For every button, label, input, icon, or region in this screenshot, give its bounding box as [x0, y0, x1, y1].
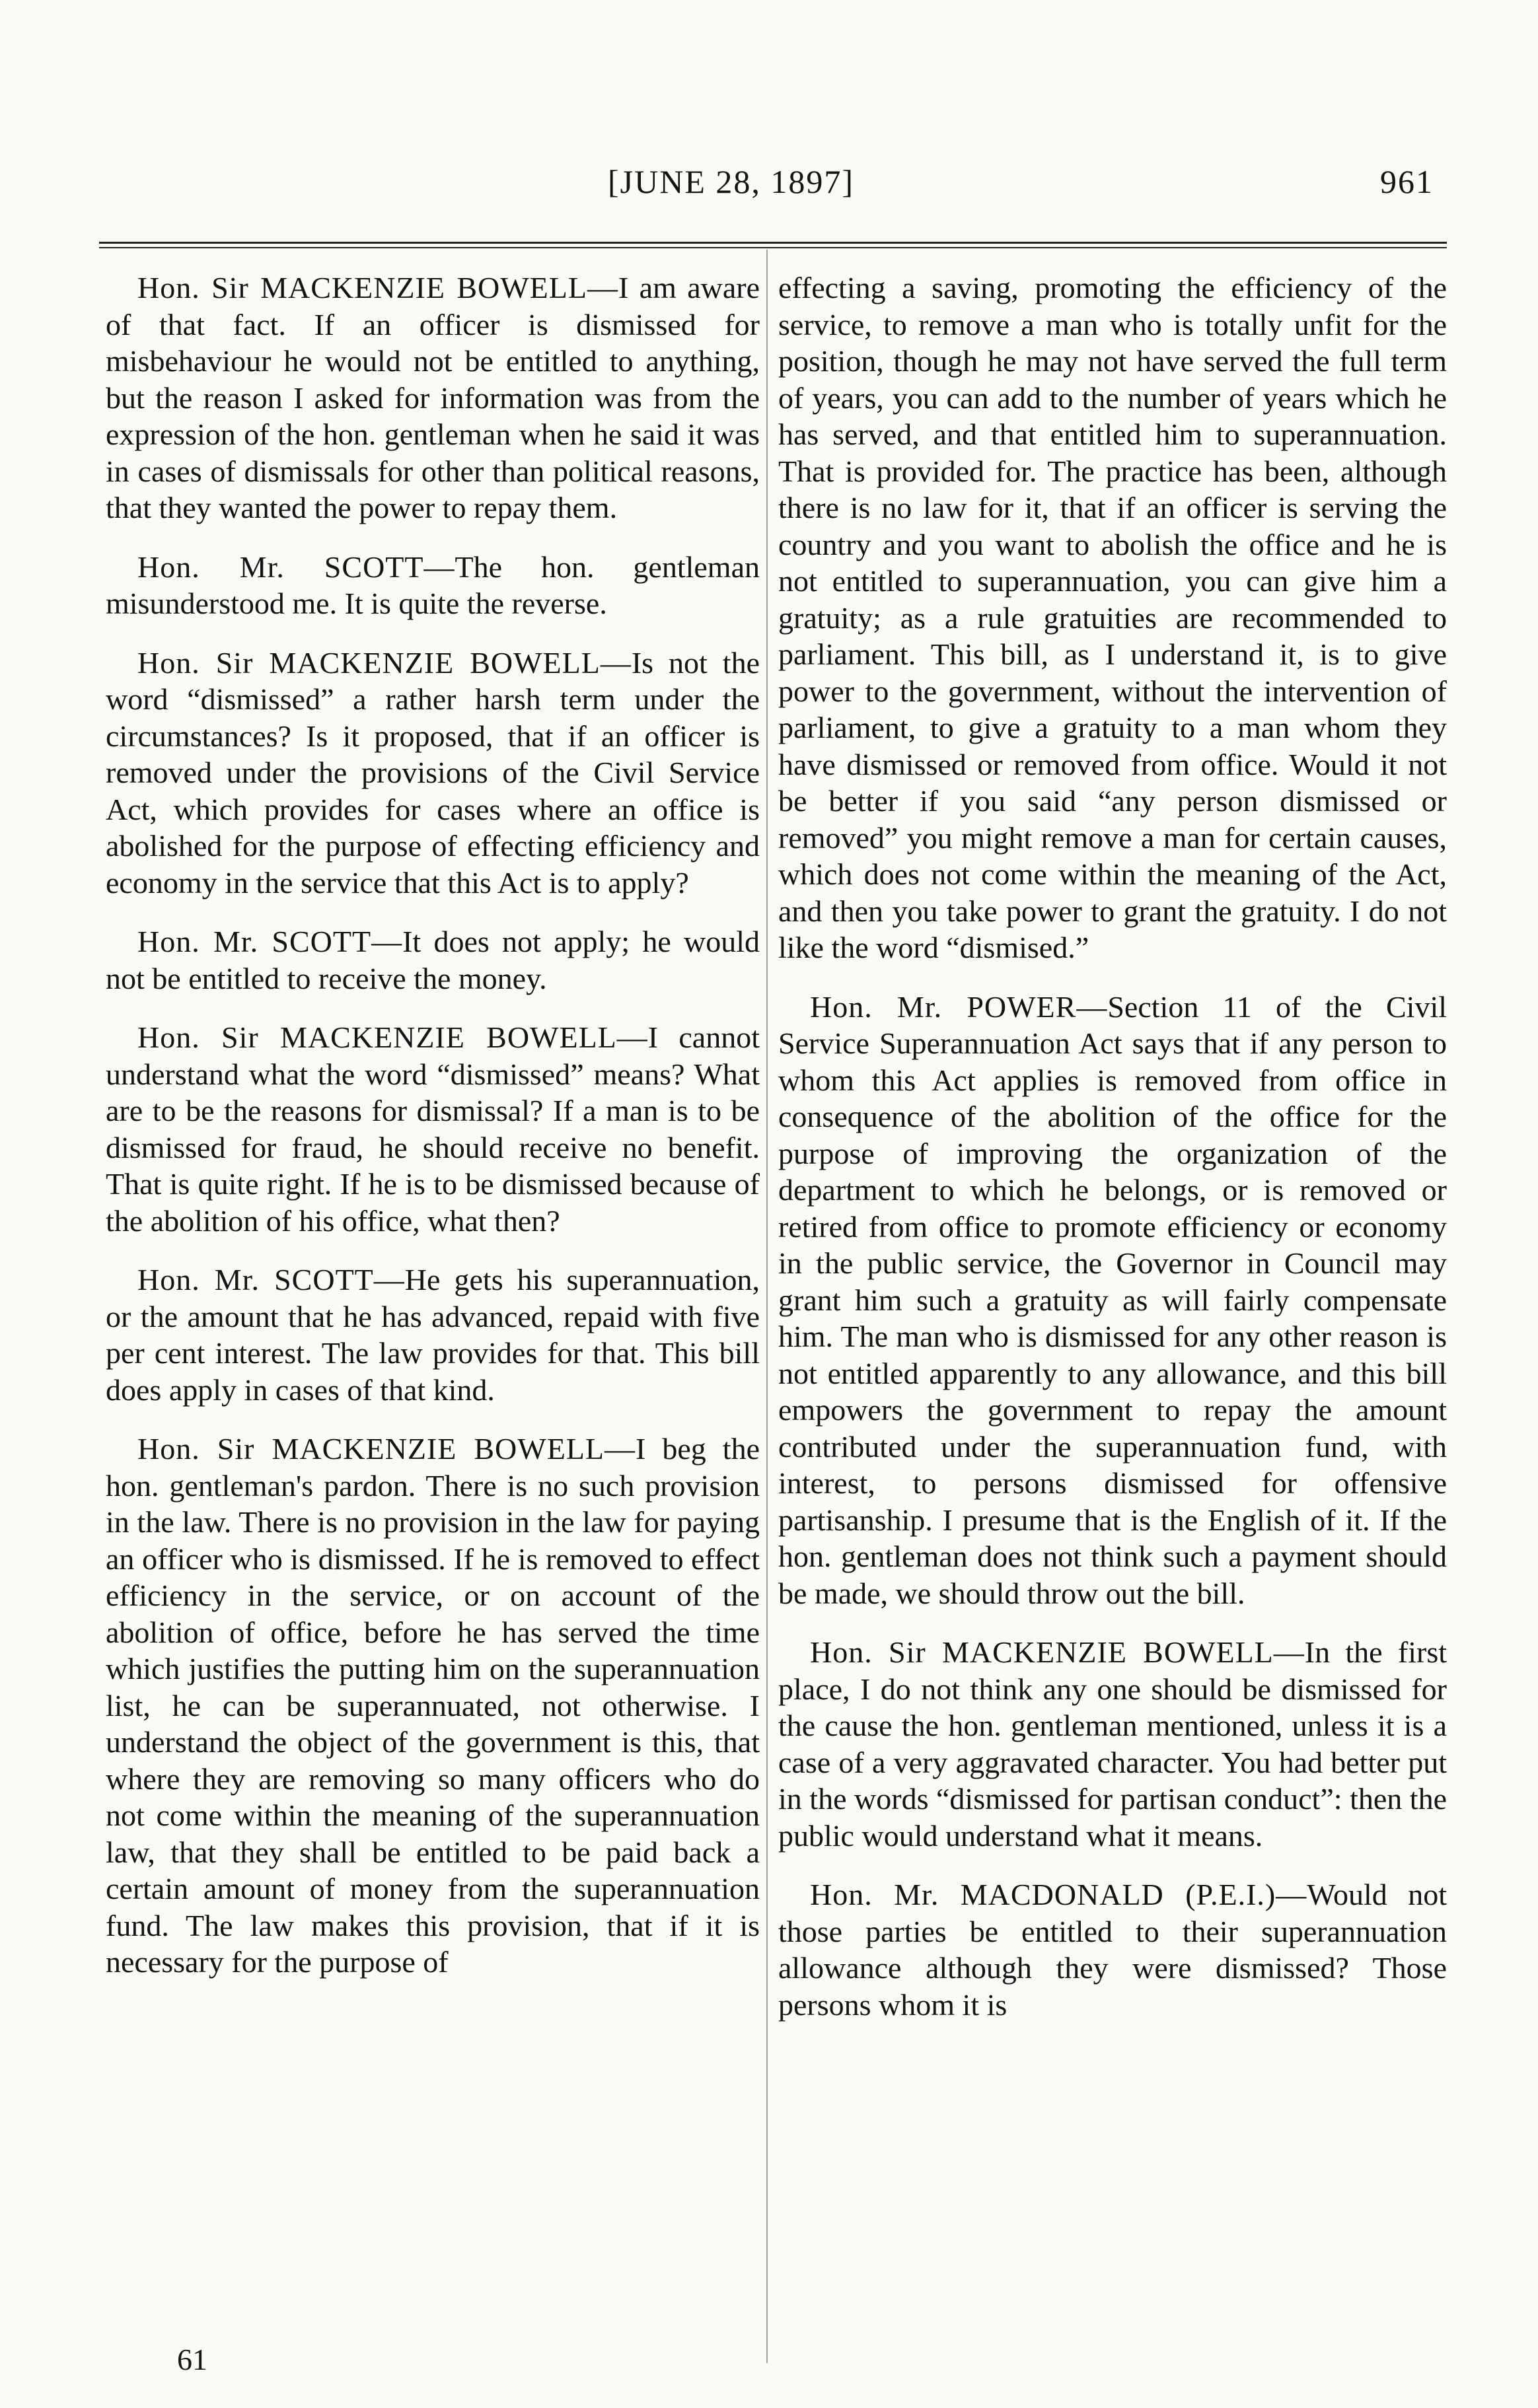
paragraph [106, 549, 760, 622]
speaker-name: Hon. Sir MACKENZIE BOWELL— [137, 1432, 636, 1466]
speaker-name: Hon. Sir MACKENZIE BOWELL— [810, 1635, 1305, 1669]
paragraph-text: The hon. gentleman misunderstood me. It is quite the reverse. [106, 549, 760, 620]
paragraph [778, 1634, 1447, 1854]
left-column [106, 269, 760, 2350]
speaker-name: Hon. Mr. SCOTT— [137, 1263, 405, 1296]
paragraph-text: Section 11 of the Civil Service Superannuation Act says that if any person to whom this Act applies is removed from office in consequence of the abolition of the office for the purpose of improving the organization of the department to which he belongs, or is removed or retired from office to promote efficiency or economy in the public service, the Governor in Council may grant him such a gratuity as will fairly compensate him. The man who is dismissed for any other reason is not entitled apparently to any allowance, and this bill empowers the government to repay the amount contributed under the superannuation fund, with interest, to persons dismissed for offensive partisanship. I presume that is the English of it. If the hon. gentleman does not think such a payment should be made, we should throw out the bill. [778, 989, 1447, 1610]
paragraph [106, 1019, 760, 1239]
speaker-name: Hon. Sir MACKENZIE BOWELL— [137, 271, 618, 304]
running-header [99, 162, 1447, 209]
column-divider [766, 250, 768, 2363]
header-rule-top [99, 242, 1447, 244]
speaker-name: Hon. Mr. SCOTT— [137, 925, 403, 958]
signature-mark: 61 [177, 2343, 207, 2376]
right-column [778, 269, 1447, 2350]
paragraph-continued [778, 269, 1447, 966]
speaker-name: Hon. Mr. MACDONALD (P.E.I.)— [810, 1878, 1307, 1911]
paragraph-text: I beg the hon. gentleman's pardon. There is no such provision in the law. There is no provision in the law for paying an officer who is dismissed. If he is removed to effect efficiency in the service, or on account of the abolition of office, before he has served the time which justifies the putting him on the superannuation list, he can be superannuated, not otherwise. I understand the object of the government is this, that where they are removing so many officers who do not come within the meaning of the superannuation law, that they shall be entitled to be paid back a certain amount of money from the superannuation fund. The law makes this provision, that if it is necessary for the purpose of [106, 1432, 760, 1979]
speaker-name: Hon. Mr. POWER— [810, 989, 1108, 1024]
paragraph-text: He gets his superannuation, or the amount that he has advanced, repaid with five per cent interest. The law provides for that. This bill does apply in cases of that kind. [106, 1263, 760, 1407]
speaker-name: Hon. Sir MACKENZIE BOWELL— [137, 645, 632, 680]
paragraph-text: Would not those parties be entitled to their superannuation allowance although they were dismissed? Those persons whom it is [778, 1878, 1447, 2022]
paragraph-text: effecting a saving, promoting the efficiency of the service, to remove a man who is totally unfit for the position, though he may not have served the full term of years, you can add to the number of years which he has served, and that entitled him to superannuation. That is provided for. The practice has been, although there is no law for it, that if an officer is serving the country and you want to abolish the office and he is not entitled to superannuation, you can give him a gratuity; as a rule gratuities are recommended to parliament. This bill, as I understand it, is to give power to the government, without the intervention of parliament, to give a gratuity to a man whom they have dismissed or removed from office. Would it not be better if you said “any person dismissed or removed” you might remove a man for certain causes, which does not come within the meaning of the Act, and then you take power to grant the gratuity. I do not like the word “dismised.” [778, 271, 1447, 964]
paragraph [106, 923, 760, 997]
paragraph-text: Is not the word “dismissed” a rather harsh term under the circumstances? Is it proposed, that if an officer is removed under the provisions of the Civil Service Act, which provides for cases where an office is abolished for the purpose of effecting efficiency and economy in the service that this Act is to apply? [106, 645, 760, 900]
paragraph [778, 1876, 1447, 2023]
paragraph-text: It does not apply; he would not be entitled to receive the money. [106, 925, 760, 995]
speaker-name: Hon. Sir MACKENZIE BOWELL— [137, 1020, 648, 1054]
paragraph [106, 1261, 760, 1408]
header-rule-bottom [99, 247, 1447, 248]
paragraph [778, 989, 1447, 1612]
paragraph-text: I am aware of that fact. If an officer is dismissed for misbehaviour he would not be entitled to anything, but the reason I asked for information was from the expression of the hon. gentleman when he said it was in cases of dismissals for other than political reasons, that they wanted the power to repay them. [106, 271, 760, 524]
paragraph-text: In the first place, I do not think any one should be dismissed for the cause the hon. gentleman mentioned, unless it is a case of a very aggravated character. You had better put in the words “dismissed for partisan conduct”: then the public would understand what it means. [778, 1635, 1447, 1853]
paragraph-text: I cannot understand what the word “dismissed” means? What are to be the reasons for dismissal? If a man is to be dismissed for fraud, he should receive no benefit. That is quite right. If he is to be dismissed because of the abolition of his office, what then? [106, 1020, 760, 1238]
paragraph [106, 269, 760, 526]
paragraph [106, 1431, 760, 1981]
page-number: 961 [1380, 163, 1434, 200]
speaker-name: Hon. Mr. SCOTT— [137, 549, 455, 584]
paragraph [106, 645, 760, 902]
header-date: [JUNE 28, 1897] [608, 163, 855, 200]
